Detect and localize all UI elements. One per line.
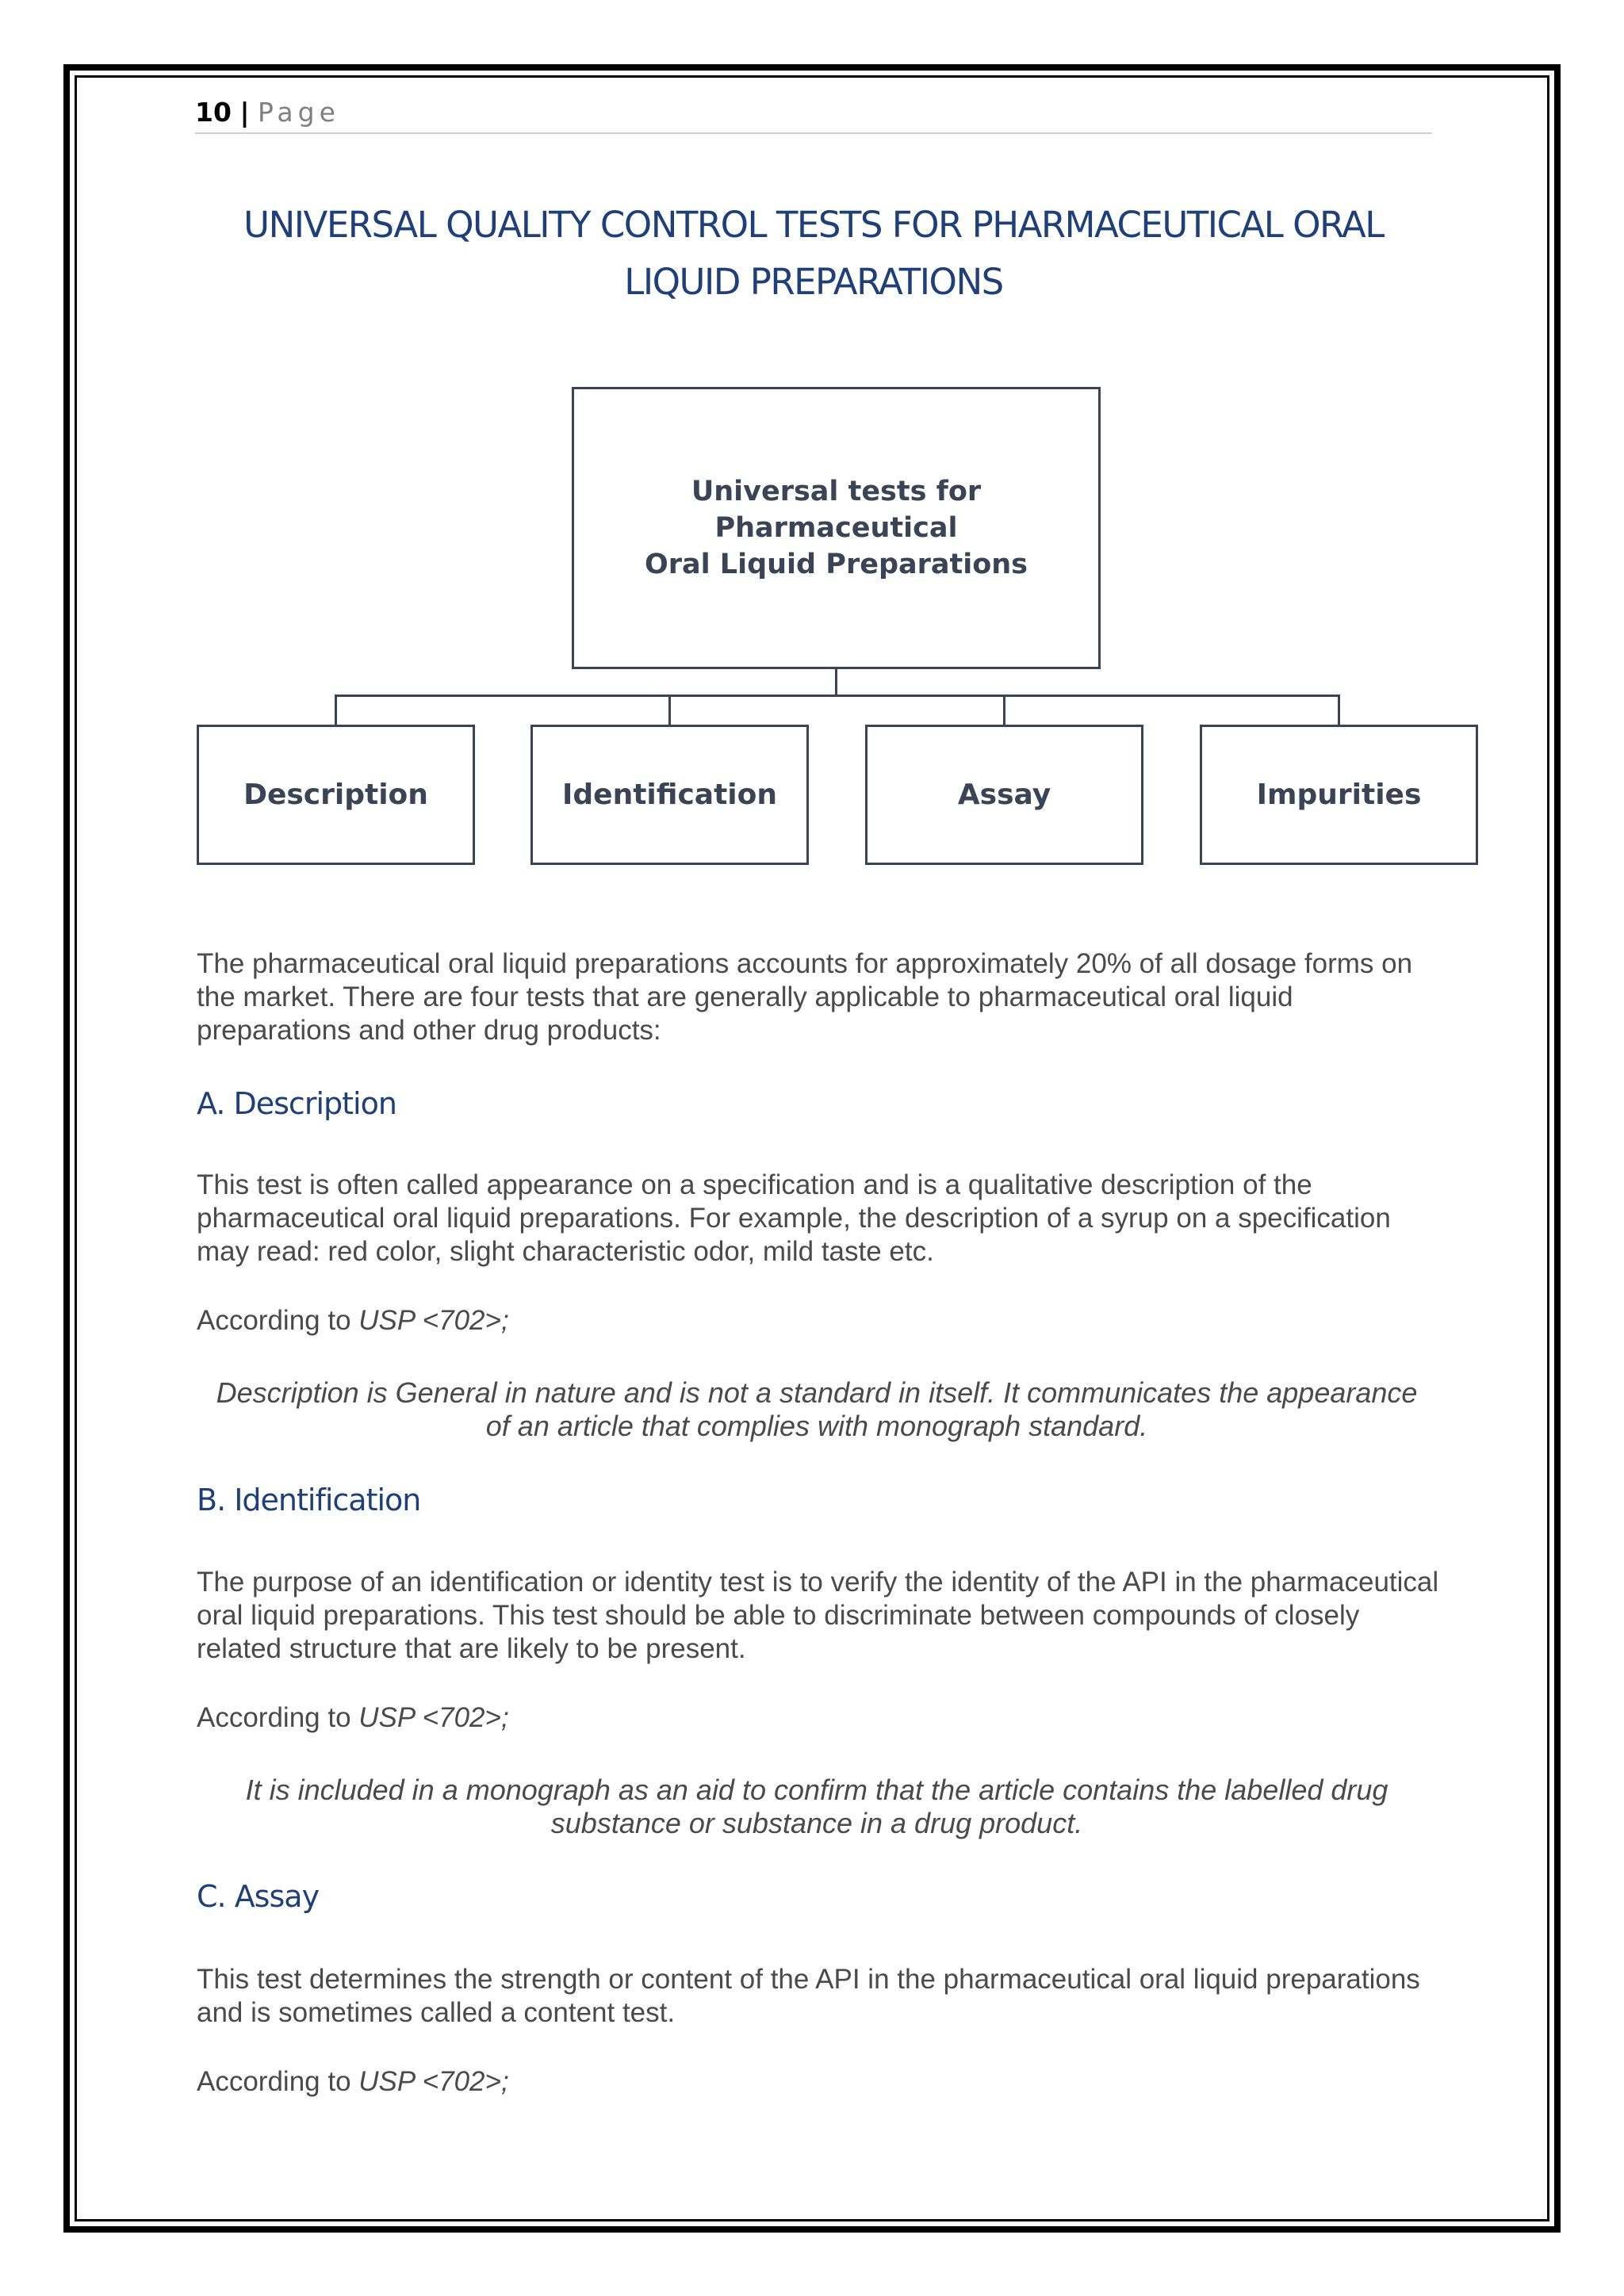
diagram-box-assay: Assay <box>865 725 1143 865</box>
according-to-description <box>197 1304 1450 1337</box>
diagram-box-identification: Identification <box>530 725 809 865</box>
diagram-box-description: Description <box>197 725 475 865</box>
page-label: Page <box>258 97 340 128</box>
page-number: 10 <box>195 97 232 128</box>
page-header <box>195 97 1432 134</box>
according-prefix: According to <box>197 2066 359 2097</box>
title-line-1: UNIVERSAL QUALITY CONTROL TESTS FOR PHARMACEUTICAL ORAL <box>243 204 1384 246</box>
root-label-line-2: Oral Liquid Preparations <box>644 549 1028 580</box>
according-prefix: According to <box>197 1702 359 1733</box>
according-prefix: According to <box>197 1305 359 1336</box>
diagram-box-impurities: Impurities <box>1200 725 1478 865</box>
quote-identification: It is included in a monograph as an aid to confirm that the article contains the labelled drug substance or substance in a drug product. <box>245 1774 1388 1839</box>
section-body-assay: This test determines the strength or content of the API in the pharmaceutical oral liquid preparations and is sometimes called a content test. <box>197 1964 1420 2028</box>
section-body-identification: The purpose of an identification or identity test is to verify the identity of the API in the pharmaceutical oral liquid preparations. This test should be able to discriminate between compounds of closely related structure that are likely to be present. <box>197 1567 1439 1664</box>
according-to-assay <box>197 2065 1450 2099</box>
connector-impurities <box>1338 695 1340 725</box>
usp-reference: USP <702>; <box>358 2066 509 2097</box>
section-heading-identification: B. Identification <box>197 1483 421 1517</box>
root-label-line-1: Universal tests for Pharmaceutical <box>691 476 982 544</box>
connector-root-down <box>835 669 837 696</box>
connector-identification <box>668 695 671 725</box>
according-to-identification <box>197 1701 1450 1735</box>
document-title <box>195 197 1432 311</box>
connector-description <box>335 695 337 725</box>
quote-description: Description is General in nature and is not a standard in itself. It communicates the appearance of an article that complies with monograph standard. <box>216 1376 1418 1442</box>
section-heading-description: A. Description <box>197 1086 396 1121</box>
usp-reference: USP <702>; <box>358 1305 509 1336</box>
usp-reference: USP <702>; <box>358 1702 509 1733</box>
diagram-root-box <box>572 387 1101 669</box>
connector-horizontal <box>335 695 1339 697</box>
header-separator: | <box>239 97 250 128</box>
section-heading-assay: C. Assay <box>197 1879 320 1914</box>
intro-paragraph: The pharmaceutical oral liquid preparations accounts for approximately 20% of all dosage forms on the market. There are four tests that are generally applicable to pharmaceutical oral liquid preparations and other drug products: <box>197 948 1413 1046</box>
title-line-2: LIQUID PREPARATIONS <box>624 261 1003 303</box>
connector-assay <box>1003 695 1005 725</box>
section-body-description: This test is often called appearance on a specification and is a qualitative description of the pharmaceutical oral liquid preparations. For example, the description of a syrup on a specification may read: red color, slight characteristic odor, mild taste etc. <box>197 1169 1391 1267</box>
